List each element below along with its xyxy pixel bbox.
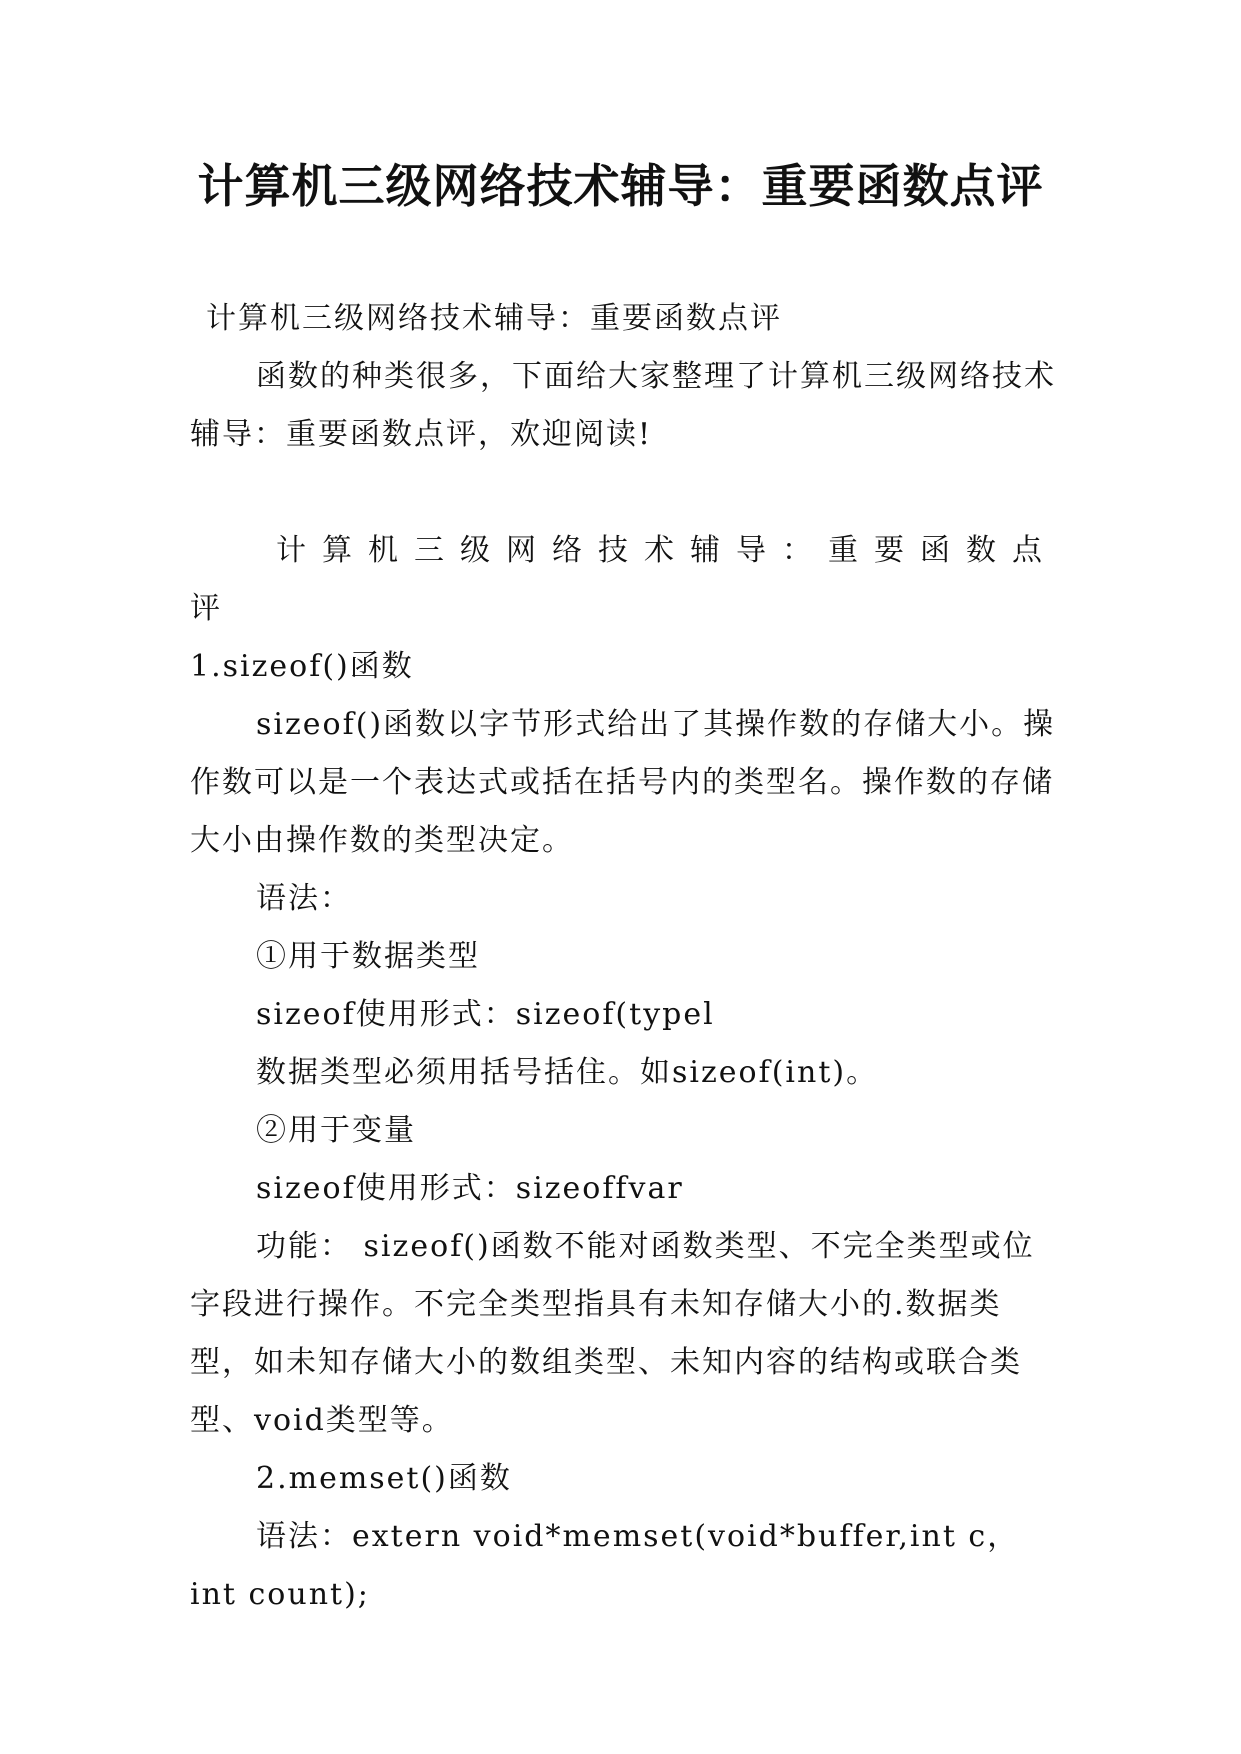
intro-paragraph: 函数的种类很多，下面给大家整理了计算机三级网络技术辅导：重要函数点评，欢迎阅读! (190, 359, 1056, 452)
section-heading: 计算机三级网络技术辅导：重要函数点评 (190, 533, 1058, 626)
usage-datatype-heading: ①用于数据类型 (256, 939, 480, 974)
usage-variable-form: sizeof使用形式：sizeoffvar (256, 1171, 684, 1206)
subtitle-paragraph: 计算机三级网络技术辅导：重要函数点评 (206, 301, 782, 336)
page-title: 计算机三级网络技术辅导：重要函数点评 (197, 159, 1044, 213)
memset-syntax: 语法：extern void*memset(void*buffer,int c，int count); (190, 1519, 1020, 1612)
syntax-label: 语法： (256, 881, 352, 916)
usage-datatype-form: sizeof使用形式：sizeof(typel (256, 997, 715, 1032)
function-description: 功能： sizeof()函数不能对函数类型、不完全类型或位字段进行操作。不完全类型指具有未知存储大小的.数据类型，如未知存储大小的数组类型、未知内容的结构或联合类型、void类型等。 (190, 1229, 1035, 1438)
usage-datatype-note: 数据类型必须用括号括住。如sizeof(int)。 (256, 1055, 879, 1090)
sizeof-description: sizeof()函数以字节形式给出了其操作数的存储大小。操作数可以是一个表达式或括在括号内的类型名。操作数的存储大小由操作数的类型决定。 (190, 707, 1056, 858)
usage-variable-heading: ②用于变量 (256, 1113, 416, 1148)
memset-heading: 2.memset()函数 (256, 1461, 512, 1496)
sizeof-heading: 1.sizeof()函数 (190, 649, 414, 684)
document-body (190, 290, 1060, 1624)
spacer (190, 464, 1060, 522)
